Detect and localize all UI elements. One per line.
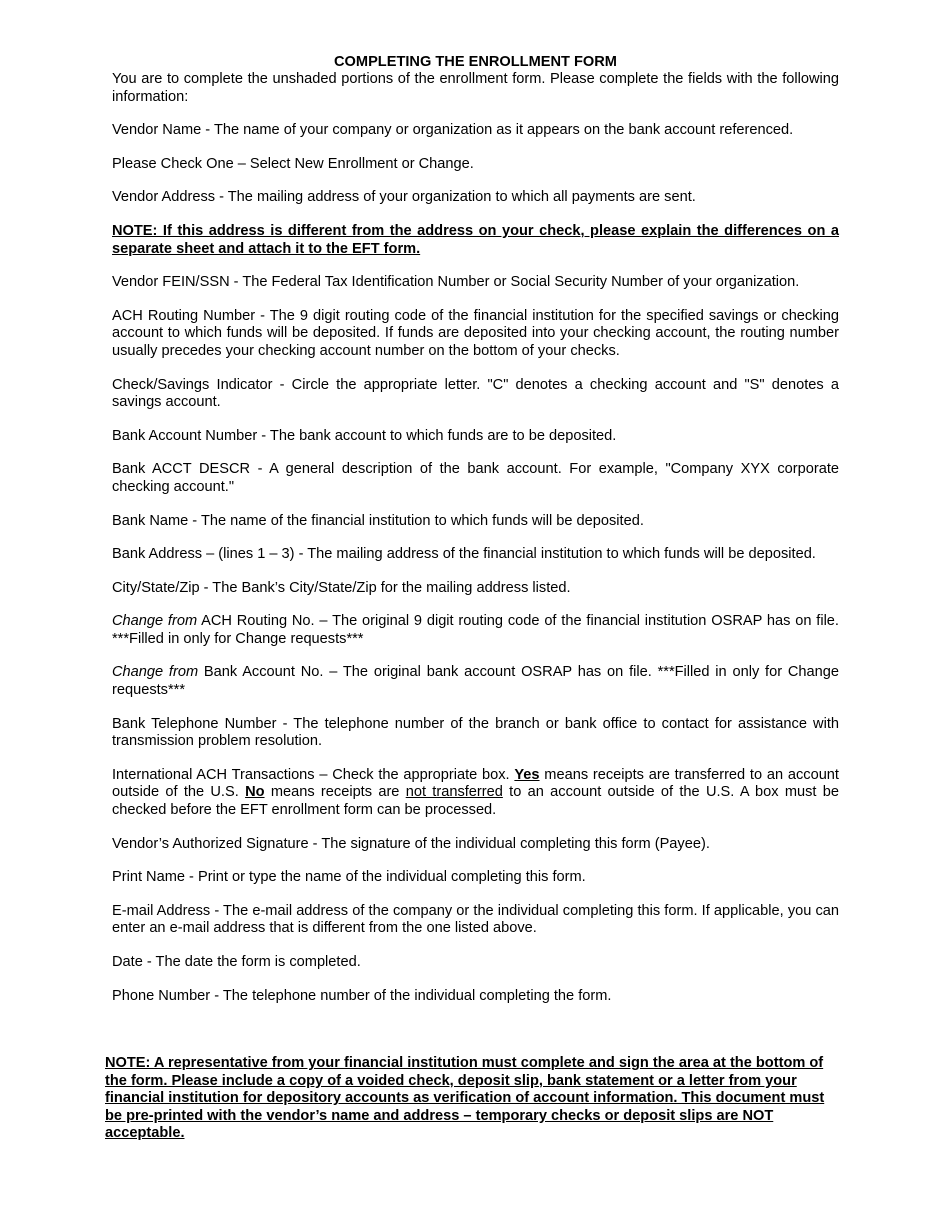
signature-instruction: Vendor’s Authorized Signature - The signature of the individual completing this form (Payee).	[112, 835, 710, 852]
international-ach-instruction	[112, 767, 839, 820]
date-instruction: Date - The date the form is completed.	[112, 954, 361, 970]
print-name-instruction: Print Name - Print or type the name of the individual completing this form.	[112, 869, 586, 886]
change-account-instruction	[112, 664, 839, 699]
not-transferred-label: not transferred	[405, 784, 503, 801]
vendor-address-instruction: Vendor Address - The mailing address of your organization to which all payments are sent.	[112, 189, 696, 206]
vendor-name-instruction: Vendor Name - The name of your company or organization as it appears on the bank account referenced.	[112, 122, 794, 139]
bank-acct-descr-instruction: Bank ACCT DESCR - A general description of the bank account. For example, "Company XYX corporate checking account."	[112, 461, 839, 495]
instructions-page	[112, 54, 839, 1021]
bank-account-number-instruction: Bank Account Number - The bank account to which funds are to be deposited.	[112, 427, 617, 444]
city-state-zip-instruction: City/State/Zip - The Bank’s City/State/Zip for the mailing address listed.	[112, 579, 571, 596]
email-instruction: E-mail Address - The e-mail address of the company or the individual completing this form. If applicable, you can enter an e-mail address that is different from the one listed above.	[112, 902, 839, 937]
change-from-label: Change from	[112, 613, 198, 630]
international-text-1: International ACH Transactions – Check the appropriate box.	[112, 766, 515, 783]
check-one-instruction: Please Check One – Select New Enrollment or Change.	[112, 155, 474, 172]
bank-address-instruction: Bank Address – (lines 1 – 3) - The mailing address of the financial institution to which funds will be deposited.	[112, 546, 816, 563]
bank-telephone-instruction: Bank Telephone Number - The telephone number of the branch or bank office to contact for assistance with transmission problem resolution.	[112, 715, 839, 750]
change-from-label: Change from	[112, 664, 199, 681]
change-routing-text: ACH Routing No. – The original 9 digit routing code of the financial institution OSRAP has on file. ***Filled in only for Change requests***	[112, 613, 839, 647]
address-note: NOTE: If this address is different from the address on your check, please explain the differences on a separate sheet and attach it to the EFT form.	[112, 222, 839, 257]
international-text-2: means receipts are transferred to an account outside of the U.S.	[112, 766, 839, 801]
international-text-4: to an account outside of the U.S. A box must be checked before the EFT enrollment form can be processed.	[112, 784, 840, 819]
international-text-3: means receipts are	[264, 784, 406, 801]
intro-paragraph: You are to complete the unshaded portions of the enrollment form. Please complete the fields with the following information:	[112, 71, 839, 105]
phone-instruction: Phone Number - The telephone number of the individual completing the form.	[112, 987, 612, 1004]
fein-instruction: Vendor FEIN/SSN - The Federal Tax Identification Number or Social Security Number of your organization.	[112, 274, 800, 291]
check-savings-instruction: Check/Savings Indicator - Circle the appropriate letter. "C" denotes a checking account and "S" denotes a savings account.	[112, 376, 839, 411]
change-routing-instruction	[112, 613, 839, 648]
yes-label: Yes	[514, 766, 540, 783]
ach-routing-instruction: ACH Routing Number - The 9 digit routing code of the financial institution for the specified savings or checking account to which funds will be deposited. If funds are deposited into your checking account, the routing number usually precedes your checking account number on the bottom of your checks.	[112, 307, 839, 359]
no-label: No	[245, 784, 265, 801]
change-account-text: Bank Account No. – The original bank account OSRAP has on file. ***Filled in only for Change requests***	[112, 664, 839, 699]
bank-name-instruction: Bank Name - The name of the financial institution to which funds will be deposited.	[112, 512, 644, 529]
bank-representative-note: NOTE: A representative from your financial institution must complete and sign the area at the bottom of the form. Please include a copy of a voided check, deposit slip, bank statement or a letter from your financial institution for depository accounts as verification of account information. This document must be pre-printed with the vendor’s name and address – temporary checks or deposit slips are NOT acceptable.	[105, 1055, 825, 1142]
page-title: COMPLETING THE ENROLLMENT FORM	[334, 54, 617, 70]
